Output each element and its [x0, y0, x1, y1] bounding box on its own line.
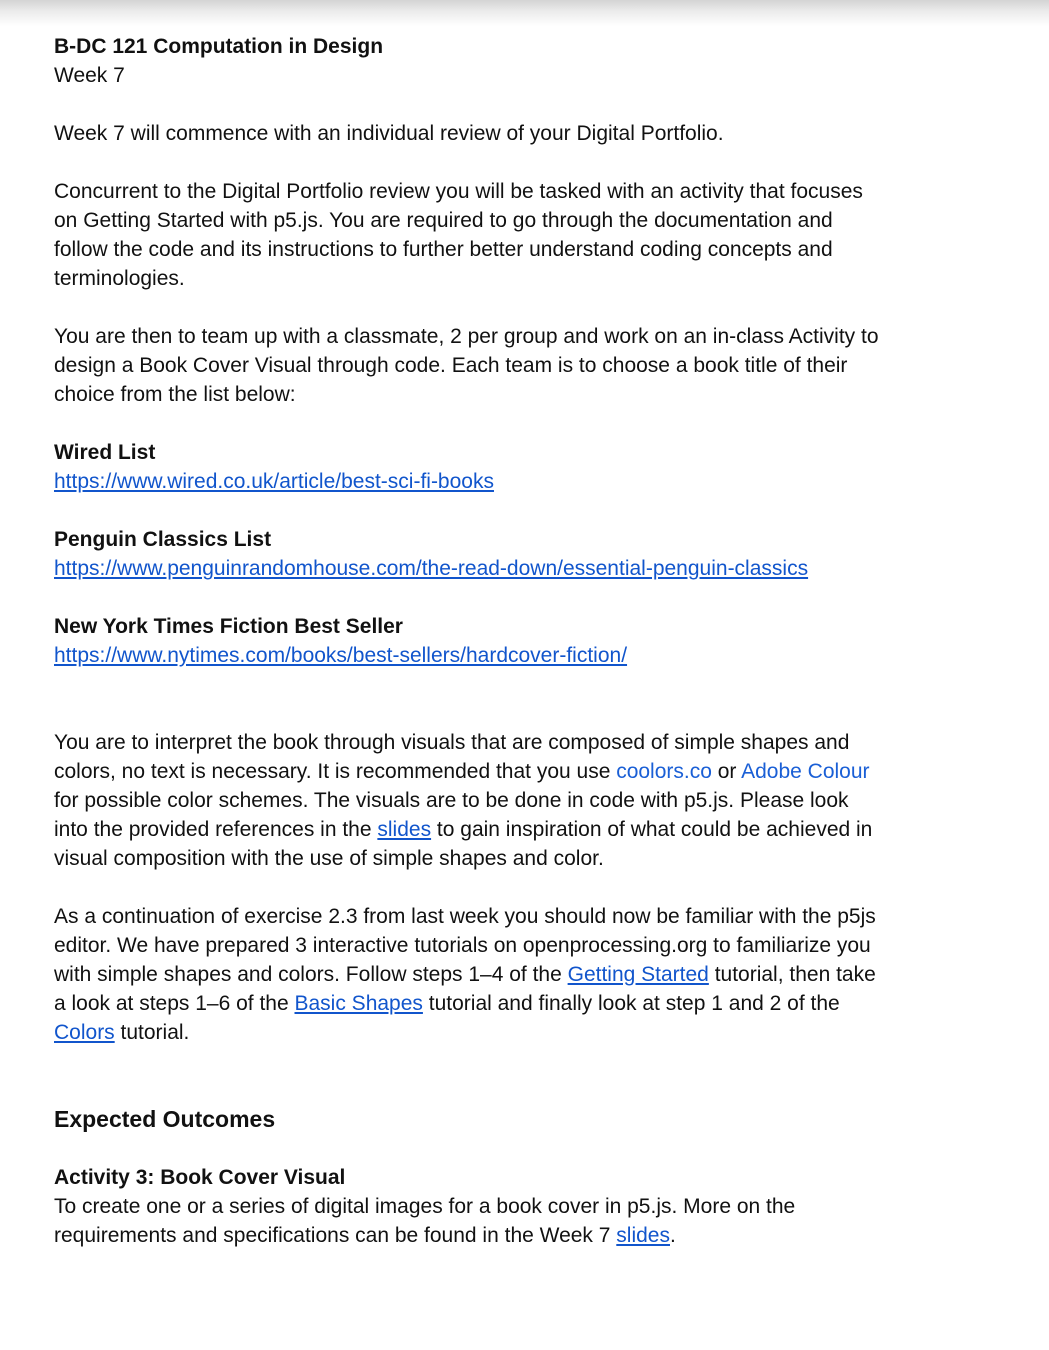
expected-outcomes-heading: Expected Outcomes	[54, 1106, 276, 1132]
slides-link[interactable]: slides	[377, 818, 432, 841]
interpret-text-1: You are to interpret the book through visuals that are composed of simple shapes and colors, no text is necessary. It is recommended that you use	[54, 731, 850, 783]
wired-list-title: Wired List	[54, 441, 156, 464]
team-paragraph: You are then to team up with a classmate, 2 per group and work on an in-class Activity to design a Book Cover Visual through code. Each team is to choose a book title of their choice from the list below:	[54, 325, 879, 406]
document-body	[54, 32, 884, 1250]
interpret-text-2: or	[711, 760, 742, 783]
basic-shapes-link[interactable]: Basic Shapes	[294, 992, 423, 1015]
wired-list-link[interactable]: https://www.wired.co.uk/article/best-sci-fi-books	[54, 470, 494, 493]
continuation-text-3: tutorial and finally look at step 1 and 2 of the	[422, 992, 840, 1015]
nyt-list-link[interactable]: https://www.nytimes.com/books/best-sellers/hardcover-fiction/	[54, 644, 628, 667]
intro-paragraph: Week 7 will commence with an individual review of your Digital Portfolio.	[54, 122, 724, 145]
continuation-text-4: tutorial.	[114, 1021, 190, 1044]
continuation-paragraph	[54, 902, 884, 1047]
week7-slides-link[interactable]: slides	[616, 1224, 670, 1247]
interpret-text-3: for possible color schemes. The visuals are to be done in code with p5.js. Please look into the provided references in the	[54, 789, 849, 841]
getting-started-link[interactable]: Getting Started	[567, 963, 709, 986]
penguin-list-link[interactable]: https://www.penguinrandomhouse.com/the-read-down/essential-penguin-classics	[54, 557, 809, 580]
colors-link[interactable]: Colors	[54, 1021, 115, 1044]
interpret-paragraph	[54, 728, 884, 873]
continuation-text-2: tutorial, then take a look at steps 1–6 of the	[54, 963, 876, 1015]
continuation-text-1: As a continuation of exercise 2.3 from last week you should now be familiar with the p5js editor. We have prepared 3 interactive tutorials on openprocessing.org to familiarize you with simple shapes and colors. Follow steps 1–4 of the	[54, 905, 876, 986]
outcomes-text-2: .	[670, 1224, 676, 1247]
nyt-list-title: New York Times Fiction Best Seller	[54, 615, 403, 638]
coolors-link[interactable]: coolors.co	[616, 760, 712, 783]
viewer-top-shadow	[0, 0, 1049, 26]
outcomes-paragraph	[54, 1192, 884, 1250]
penguin-list-title: Penguin Classics List	[54, 528, 272, 551]
week-label: Week 7	[54, 64, 125, 87]
interpret-text-4: to gain inspiration of what could be achieved in visual composition with the use of simple shapes and color.	[54, 818, 873, 870]
outcomes-text-1: To create one or a series of digital images for a book cover in p5.js. More on the requirements and specifications can be found in the Week 7	[54, 1195, 796, 1247]
course-title: B-DC 121 Computation in Design	[54, 35, 384, 58]
adobe-colour-link[interactable]: Adobe Colour	[741, 760, 870, 783]
concurrent-paragraph: Concurrent to the Digital Portfolio review you will be tasked with an activity that focuses on Getting Started with p5.js. You are required to go through the documentation and follow the code and its instructions to further better understand coding concepts and terminologies.	[54, 180, 863, 290]
activity-title: Activity 3: Book Cover Visual	[54, 1166, 346, 1189]
